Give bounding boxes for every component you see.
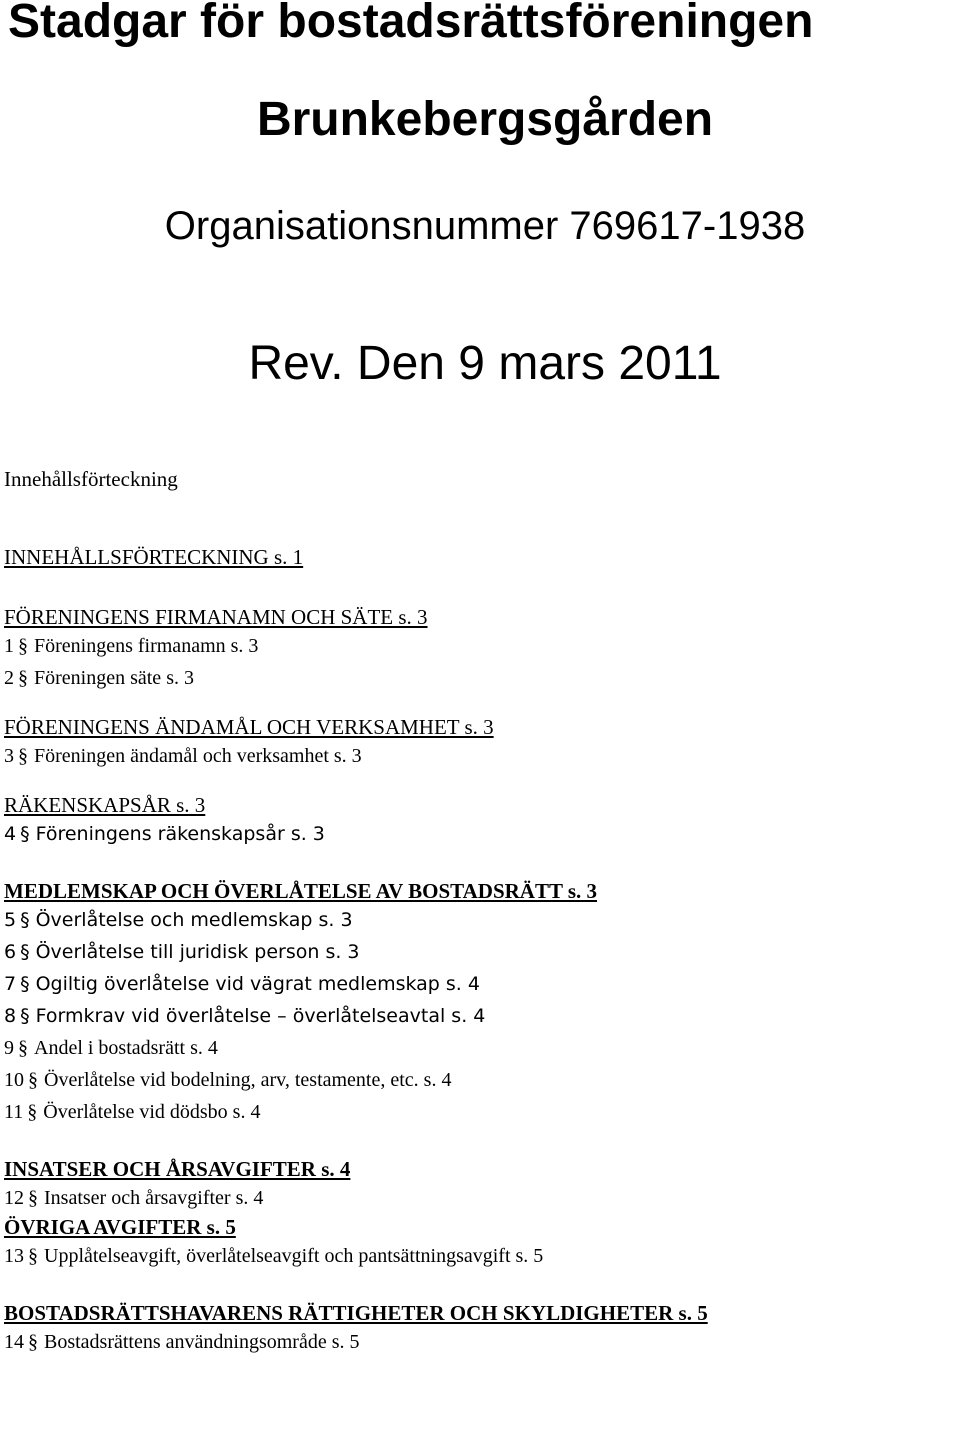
section-sign: § (28, 1069, 38, 1091)
section-sign: § (20, 1005, 30, 1027)
paragraph-text: Upplåtelseavgift, överlåtelseavgift och pantsättningsavgift s. 5 (44, 1245, 544, 1267)
section-sign: § (18, 635, 28, 657)
paragraph-text: Överlåtelse och medlemskap s. 3 (35, 909, 353, 931)
paragraph-number: 5 (4, 909, 17, 931)
paragraph-text: Insatser och årsavgifter s. 4 (44, 1187, 264, 1209)
section-sign: § (27, 1101, 38, 1123)
paragraph-number: 11 (4, 1101, 24, 1123)
paragraph-text: Bostadsrättens användningsområde s. 5 (44, 1331, 360, 1353)
toc-section-link[interactable]: FÖRENINGENS FIRMANAMN OCH SÄTE s. 3 (4, 605, 428, 629)
toc-section-link[interactable]: RÄKENSKAPSÅR s. 3 (4, 793, 206, 817)
section-sign: § (18, 745, 28, 767)
toc-paragraph-entry (4, 818, 954, 850)
paragraph-number: 7 (4, 973, 17, 995)
paragraph-text: Formkrav vid överlåtelse – överlåtelseavtal s. 4 (35, 1005, 486, 1027)
toc-paragraph-entry (4, 662, 954, 694)
paragraph-number: 10 (4, 1069, 24, 1091)
toc-paragraph-entry (4, 630, 954, 662)
section-sign: § (20, 973, 30, 995)
toc-section-link[interactable]: FÖRENINGENS ÄNDAMÅL OCH VERKSAMHET s. 3 (4, 715, 494, 739)
paragraph-text: Ogiltig överlåtelse vid vägrat medlemskap s. 4 (35, 973, 480, 995)
section-sign: § (28, 1245, 38, 1267)
toc-paragraph-entry (4, 740, 954, 772)
paragraph-text: Överlåtelse vid bodelning, arv, testamente, etc. s. 4 (44, 1069, 452, 1091)
section-sign: § (20, 909, 30, 931)
paragraph-number: 13 (4, 1245, 24, 1267)
document-title-line-1: Stadgar för bostadsrättsföreningen (8, 0, 814, 48)
section-sign: § (18, 667, 28, 689)
paragraph-number: 1 (4, 635, 14, 657)
paragraph-text: Överlåtelse till juridisk person s. 3 (35, 941, 360, 963)
section-sign: § (28, 1187, 38, 1209)
toc-paragraph-entry (4, 968, 954, 1000)
section-sign: § (20, 823, 30, 845)
toc-section-link[interactable]: ÖVRIGA AVGIFTER s. 5 (4, 1215, 236, 1239)
paragraph-number: 14 (4, 1331, 24, 1353)
toc-paragraph-entry (4, 1064, 954, 1096)
toc-paragraph-entry (4, 1000, 954, 1032)
table-of-contents (4, 544, 954, 1358)
organisation-number: Organisationsnummer 769617-1938 (164, 204, 806, 248)
paragraph-text: Andel i bostadsrätt s. 4 (34, 1037, 218, 1059)
paragraph-number: 12 (4, 1187, 24, 1209)
toc-paragraph-entry (4, 904, 954, 936)
paragraph-text: Föreningens firmanamn s. 3 (34, 635, 259, 657)
toc-section-link[interactable]: MEDLEMSKAP OCH ÖVERLÅTELSE AV BOSTADSRÄTT s. 3 (4, 879, 598, 903)
paragraph-number: 6 (4, 941, 17, 963)
toc-paragraph-entry (4, 1182, 954, 1214)
toc-section-link[interactable]: BOSTADSRÄTTSHAVARENS RÄTTIGHETER OCH SKYLDIGHETER s. 5 (4, 1301, 708, 1325)
paragraph-number: 8 (4, 1005, 17, 1027)
paragraph-text: Föreningen säte s. 3 (34, 667, 194, 689)
toc-paragraph-entry (4, 1032, 954, 1064)
toc-section-link[interactable]: INNEHÅLLSFÖRTECKNING s. 1 (4, 545, 304, 569)
toc-paragraph-entry (4, 1326, 954, 1358)
section-sign: § (28, 1331, 38, 1353)
toc-heading: Innehållsförteckning (4, 467, 178, 491)
toc-paragraph-entry (4, 1240, 954, 1272)
paragraph-text: Överlåtelse vid dödsbo s. 4 (43, 1101, 261, 1123)
paragraph-number: 9 (4, 1037, 14, 1059)
section-sign: § (18, 1037, 28, 1059)
paragraph-number: 2 (4, 667, 14, 689)
paragraph-number: 3 (4, 745, 14, 767)
paragraph-number: 4 (4, 823, 17, 845)
revision-date: Rev. Den 9 mars 2011 (248, 337, 722, 390)
toc-paragraph-entry (4, 936, 954, 968)
document-title-line-2: Brunkebergsgården (256, 93, 714, 146)
paragraph-text: Föreningen ändamål och verksamhet s. 3 (34, 745, 362, 767)
toc-section-link[interactable]: INSATSER OCH ÅRSAVGIFTER s. 4 (4, 1157, 351, 1181)
toc-paragraph-entry (4, 1096, 954, 1128)
section-sign: § (20, 941, 30, 963)
paragraph-text: Föreningens räkenskapsår s. 3 (35, 823, 325, 845)
